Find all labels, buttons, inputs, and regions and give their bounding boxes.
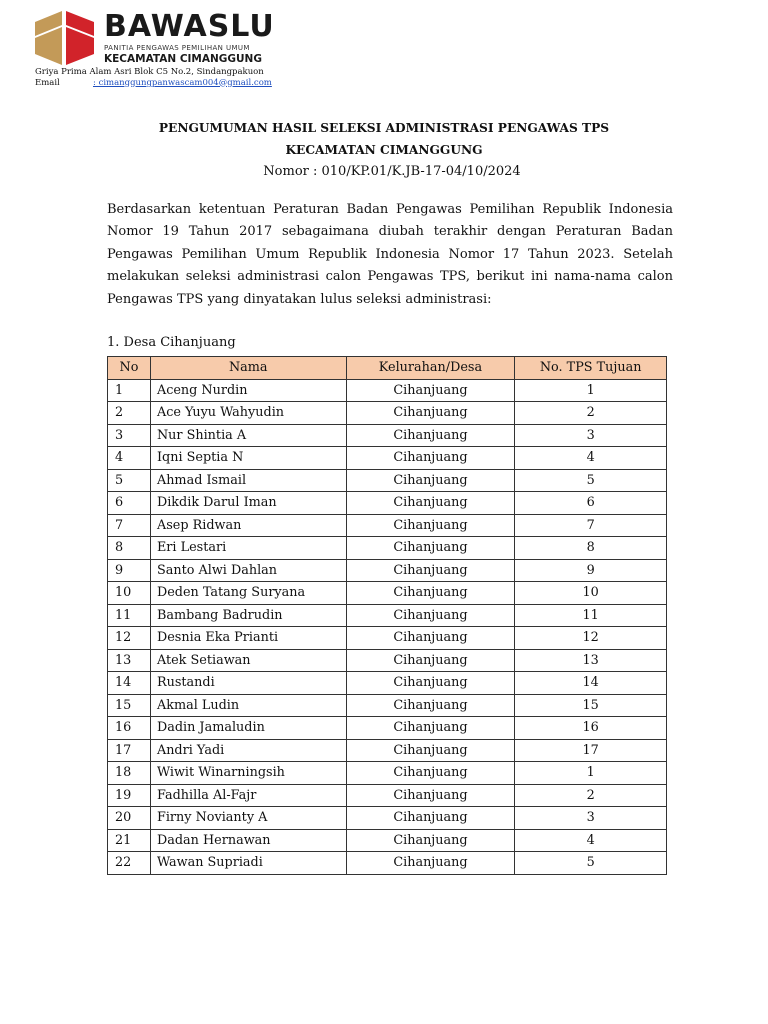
table-row	[108, 537, 667, 560]
email-row	[35, 78, 272, 89]
cell-kelurahan: Cihanjuang	[346, 447, 515, 470]
cell-nama: Ace Yuyu Wahyudin	[150, 402, 346, 425]
cell-nama: Desnia Eka Prianti	[150, 627, 346, 650]
cell-tps: 3	[515, 424, 667, 447]
cell-kelurahan: Cihanjuang	[346, 717, 515, 740]
cell-kelurahan: Cihanjuang	[346, 402, 515, 425]
table-row	[108, 559, 667, 582]
cell-kelurahan: Cihanjuang	[346, 514, 515, 537]
cell-nama: Firny Novianty A	[150, 807, 346, 830]
table-row	[108, 402, 667, 425]
table-row	[108, 784, 667, 807]
cell-nama: Akmal Ludin	[150, 694, 346, 717]
cell-kelurahan: Cihanjuang	[346, 852, 515, 875]
cell-no: 15	[108, 694, 151, 717]
cell-nama: Santo Alwi Dahlan	[150, 559, 346, 582]
table-row	[108, 829, 667, 852]
table-header-row	[108, 357, 667, 380]
cell-no: 7	[108, 514, 151, 537]
document-number: Nomor : 010/KP.01/K.JB-17-04/10/2024	[263, 164, 521, 179]
cell-kelurahan: Cihanjuang	[346, 784, 515, 807]
email-link[interactable]: : cimanggungpanwascam004@gmail.com	[93, 77, 272, 88]
address-line: Griya Prima Alam Asri Blok C5 No.2, Sindangpakuon	[35, 67, 264, 77]
cell-nama: Eri Lestari	[150, 537, 346, 560]
table-row	[108, 514, 667, 537]
cell-tps: 4	[515, 447, 667, 470]
cell-nama: Rustandi	[150, 672, 346, 695]
cell-tps: 4	[515, 829, 667, 852]
cell-no: 14	[108, 672, 151, 695]
cell-tps: 16	[515, 717, 667, 740]
cell-nama: Wiwit Winarningsih	[150, 762, 346, 785]
cell-no: 10	[108, 582, 151, 605]
cell-nama: Iqni Septia N	[150, 447, 346, 470]
announcement-subtitle: KECAMATAN CIMANGGUNG	[285, 143, 483, 157]
table-row	[108, 492, 667, 515]
cell-kelurahan: Cihanjuang	[346, 672, 515, 695]
header-tps: No. TPS Tujuan	[515, 357, 667, 380]
cell-no: 6	[108, 492, 151, 515]
cell-kelurahan: Cihanjuang	[346, 379, 515, 402]
cell-nama: Nur Shintia A	[150, 424, 346, 447]
cell-nama: Fadhilla Al-Fajr	[150, 784, 346, 807]
candidate-table	[107, 356, 667, 875]
body-paragraph: Berdasarkan ketentuan Peraturan Badan Pengawas Pemilihan Republik Indonesia Nomor 19 Tahun 2017 sebagaimana diubah terakhir dengan Peraturan Badan Pengawas Pemilihan Umum Republik Indonesia Nomor 17 Tahun 2023. Setelah melakukan seleksi administrasi calon Pengawas TPS, berikut ini nama-nama calon Pengawas TPS yang dinyatakan lulus seleksi administrasi:	[107, 202, 673, 307]
cell-no: 22	[108, 852, 151, 875]
cell-tps: 7	[515, 514, 667, 537]
cell-no: 18	[108, 762, 151, 785]
table-row	[108, 739, 667, 762]
cell-no: 13	[108, 649, 151, 672]
cell-no: 16	[108, 717, 151, 740]
cell-tps: 2	[515, 784, 667, 807]
cell-tps: 2	[515, 402, 667, 425]
cell-tps: 1	[515, 379, 667, 402]
cell-tps: 5	[515, 852, 667, 875]
announcement-title: PENGUMUMAN HASIL SELEKSI ADMINISTRASI PENGAWAS TPS	[158, 121, 610, 135]
cell-tps: 14	[515, 672, 667, 695]
cell-nama: Wawan Supriadi	[150, 852, 346, 875]
cell-no: 2	[108, 402, 151, 425]
table-row	[108, 852, 667, 875]
cell-kelurahan: Cihanjuang	[346, 739, 515, 762]
cell-no: 12	[108, 627, 151, 650]
table-row	[108, 762, 667, 785]
cell-nama: Aceng Nurdin	[150, 379, 346, 402]
cell-nama: Atek Setiawan	[150, 649, 346, 672]
cell-no: 4	[108, 447, 151, 470]
cell-no: 17	[108, 739, 151, 762]
address-block	[35, 67, 272, 88]
cell-kelurahan: Cihanjuang	[346, 604, 515, 627]
cell-no: 5	[108, 469, 151, 492]
cell-no: 8	[108, 537, 151, 560]
cell-tps: 1	[515, 762, 667, 785]
email-label: Email	[35, 77, 60, 88]
cell-kelurahan: Cihanjuang	[346, 627, 515, 650]
cell-no: 19	[108, 784, 151, 807]
table-row	[108, 424, 667, 447]
cell-no: 11	[108, 604, 151, 627]
cell-nama: Ahmad Ismail	[150, 469, 346, 492]
table-row	[108, 379, 667, 402]
table-row	[108, 649, 667, 672]
cell-nama: Dadan Hernawan	[150, 829, 346, 852]
cell-kelurahan: Cihanjuang	[346, 582, 515, 605]
cell-no: 1	[108, 379, 151, 402]
cell-tps: 8	[515, 537, 667, 560]
cell-kelurahan: Cihanjuang	[346, 649, 515, 672]
header-kelurahan: Kelurahan/Desa	[346, 357, 515, 380]
cell-tps: 12	[515, 627, 667, 650]
cell-tps: 17	[515, 739, 667, 762]
header-no: No	[108, 357, 151, 380]
cell-kelurahan: Cihanjuang	[346, 762, 515, 785]
cell-kelurahan: Cihanjuang	[346, 694, 515, 717]
cell-kelurahan: Cihanjuang	[346, 559, 515, 582]
cell-tps: 5	[515, 469, 667, 492]
cell-kelurahan: Cihanjuang	[346, 469, 515, 492]
table-row	[108, 604, 667, 627]
bawaslu-logo-icon	[32, 8, 96, 66]
table-row	[108, 807, 667, 830]
cell-no: 21	[108, 829, 151, 852]
cell-no: 9	[108, 559, 151, 582]
cell-kelurahan: Cihanjuang	[346, 424, 515, 447]
cell-no: 20	[108, 807, 151, 830]
cell-tps: 10	[515, 582, 667, 605]
brand-kecamatan: KECAMATAN CIMANGGUNG	[104, 53, 262, 65]
header-nama: Nama	[150, 357, 346, 380]
table-row	[108, 469, 667, 492]
section-title: 1. Desa Cihanjuang	[107, 335, 236, 350]
cell-tps: 9	[515, 559, 667, 582]
table-row	[108, 627, 667, 650]
table-row	[108, 582, 667, 605]
table-row	[108, 447, 667, 470]
table-row	[108, 717, 667, 740]
cell-tps: 11	[515, 604, 667, 627]
cell-nama: Deden Tatang Suryana	[150, 582, 346, 605]
cell-tps: 3	[515, 807, 667, 830]
table-row	[108, 694, 667, 717]
cell-kelurahan: Cihanjuang	[346, 537, 515, 560]
cell-kelurahan: Cihanjuang	[346, 807, 515, 830]
cell-tps: 15	[515, 694, 667, 717]
brand-block	[104, 9, 275, 65]
cell-nama: Andri Yadi	[150, 739, 346, 762]
brand-subtitle: PANITIA PENGAWAS PEMILIHAN UMUM	[104, 44, 250, 52]
cell-nama: Dikdik Darul Iman	[150, 492, 346, 515]
cell-nama: Dadin Jamaludin	[150, 717, 346, 740]
table-row	[108, 672, 667, 695]
table-body	[108, 379, 667, 874]
brand-name: BAWASLU	[104, 9, 275, 44]
cell-no: 3	[108, 424, 151, 447]
cell-kelurahan: Cihanjuang	[346, 492, 515, 515]
cell-nama: Bambang Badrudin	[150, 604, 346, 627]
cell-kelurahan: Cihanjuang	[346, 829, 515, 852]
cell-tps: 13	[515, 649, 667, 672]
cell-tps: 6	[515, 492, 667, 515]
cell-nama: Asep Ridwan	[150, 514, 346, 537]
